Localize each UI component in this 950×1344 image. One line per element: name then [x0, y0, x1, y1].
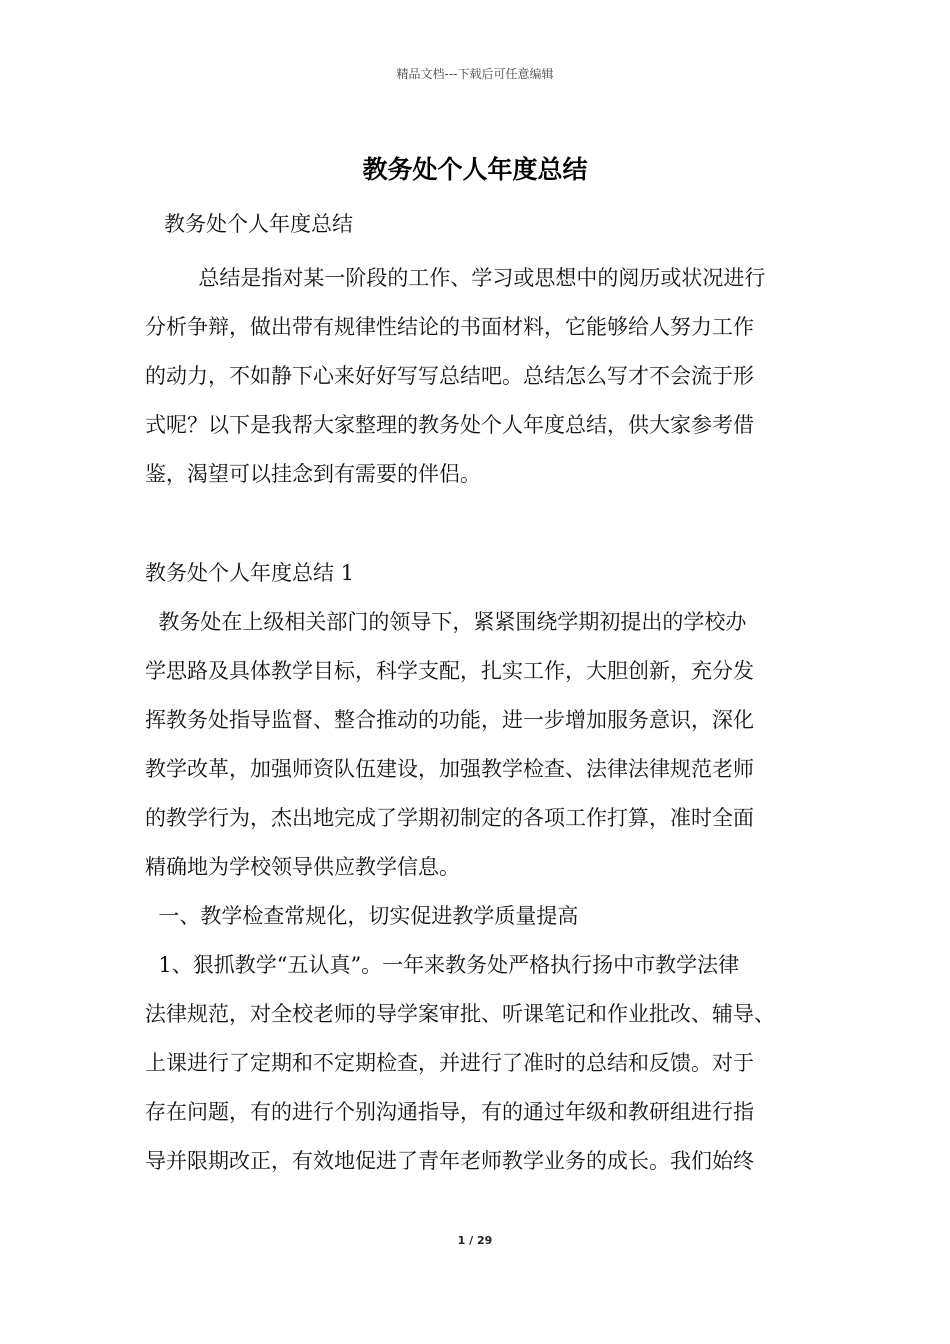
- section-heading: 教务处个人年度总结 1: [145, 561, 355, 585]
- paragraph-line: 教学改革，加强师资队伍建设，加强教学检查、法律法律规范老师: [145, 757, 754, 781]
- paragraph-line: 1、狠抓教学“五认真”。一年来教务处严格执行扬中市教学法律: [145, 953, 740, 977]
- paragraph-line: 分析争辩，做出带有规律性结论的书面材料，它能够给人努力工作: [145, 315, 754, 339]
- paragraph-line: 法律规范，对全校老师的导学案审批、听课笔记和作业批改、辅导、: [145, 1002, 775, 1026]
- paragraph-line: 鉴，渴望可以挂念到有需要的伴侣。: [145, 462, 481, 486]
- paragraph-line: 的教学行为，杰出地完成了学期初制定的各项工作打算，准时全面: [145, 806, 754, 830]
- page-number: 1 / 29: [457, 1234, 493, 1247]
- intro-paragraph: [145, 254, 809, 499]
- point-heading: 一、教学检查常规化，切实促进教学质量提高: [145, 904, 579, 928]
- document-title: 教务处个人年度总结: [362, 155, 588, 184]
- paragraph-line: 总结是指对某一阶段的工作、学习或思想中的阅历或状况进行: [145, 266, 766, 290]
- paragraph-line: 精确地为学校领导供应教学信息。: [145, 855, 460, 879]
- document-subtitle: 教务处个人年度总结: [164, 212, 353, 236]
- paragraph-line: 学思路及具体教学目标，科学支配，扎实工作，大胆创新，充分发: [145, 659, 754, 683]
- paragraph-line: 存在问题，有的进行个别沟通指导，有的通过年级和教研组进行指: [145, 1100, 754, 1124]
- paragraph-line: 挥教务处指导监督、整合推动的功能，进一步增加服务意识，深化: [145, 708, 754, 732]
- section-1: [145, 549, 809, 1186]
- paragraph-line: 式呢？以下是我帮大家整理的教务处个人年度总结，供大家参考借: [145, 413, 754, 437]
- document-body: [145, 205, 809, 1186]
- paragraph-line: 导并限期改正，有效地促进了青年老师教学业务的成长。我们始终: [145, 1149, 754, 1173]
- paragraph-line: 教务处在上级相关部门的领导下，紧紧围绕学期初提出的学校办: [145, 610, 747, 634]
- paragraph-line: 的动力，不如静下心来好好写写总结吧。总结怎么写才不会流于形: [145, 364, 754, 388]
- blank-spacer: [145, 499, 809, 549]
- header-note: 精品文档---下载后可任意编辑: [396, 67, 554, 81]
- paragraph-line: 上课进行了定期和不定期检查，并进行了准时的总结和反馈。对于: [145, 1051, 754, 1075]
